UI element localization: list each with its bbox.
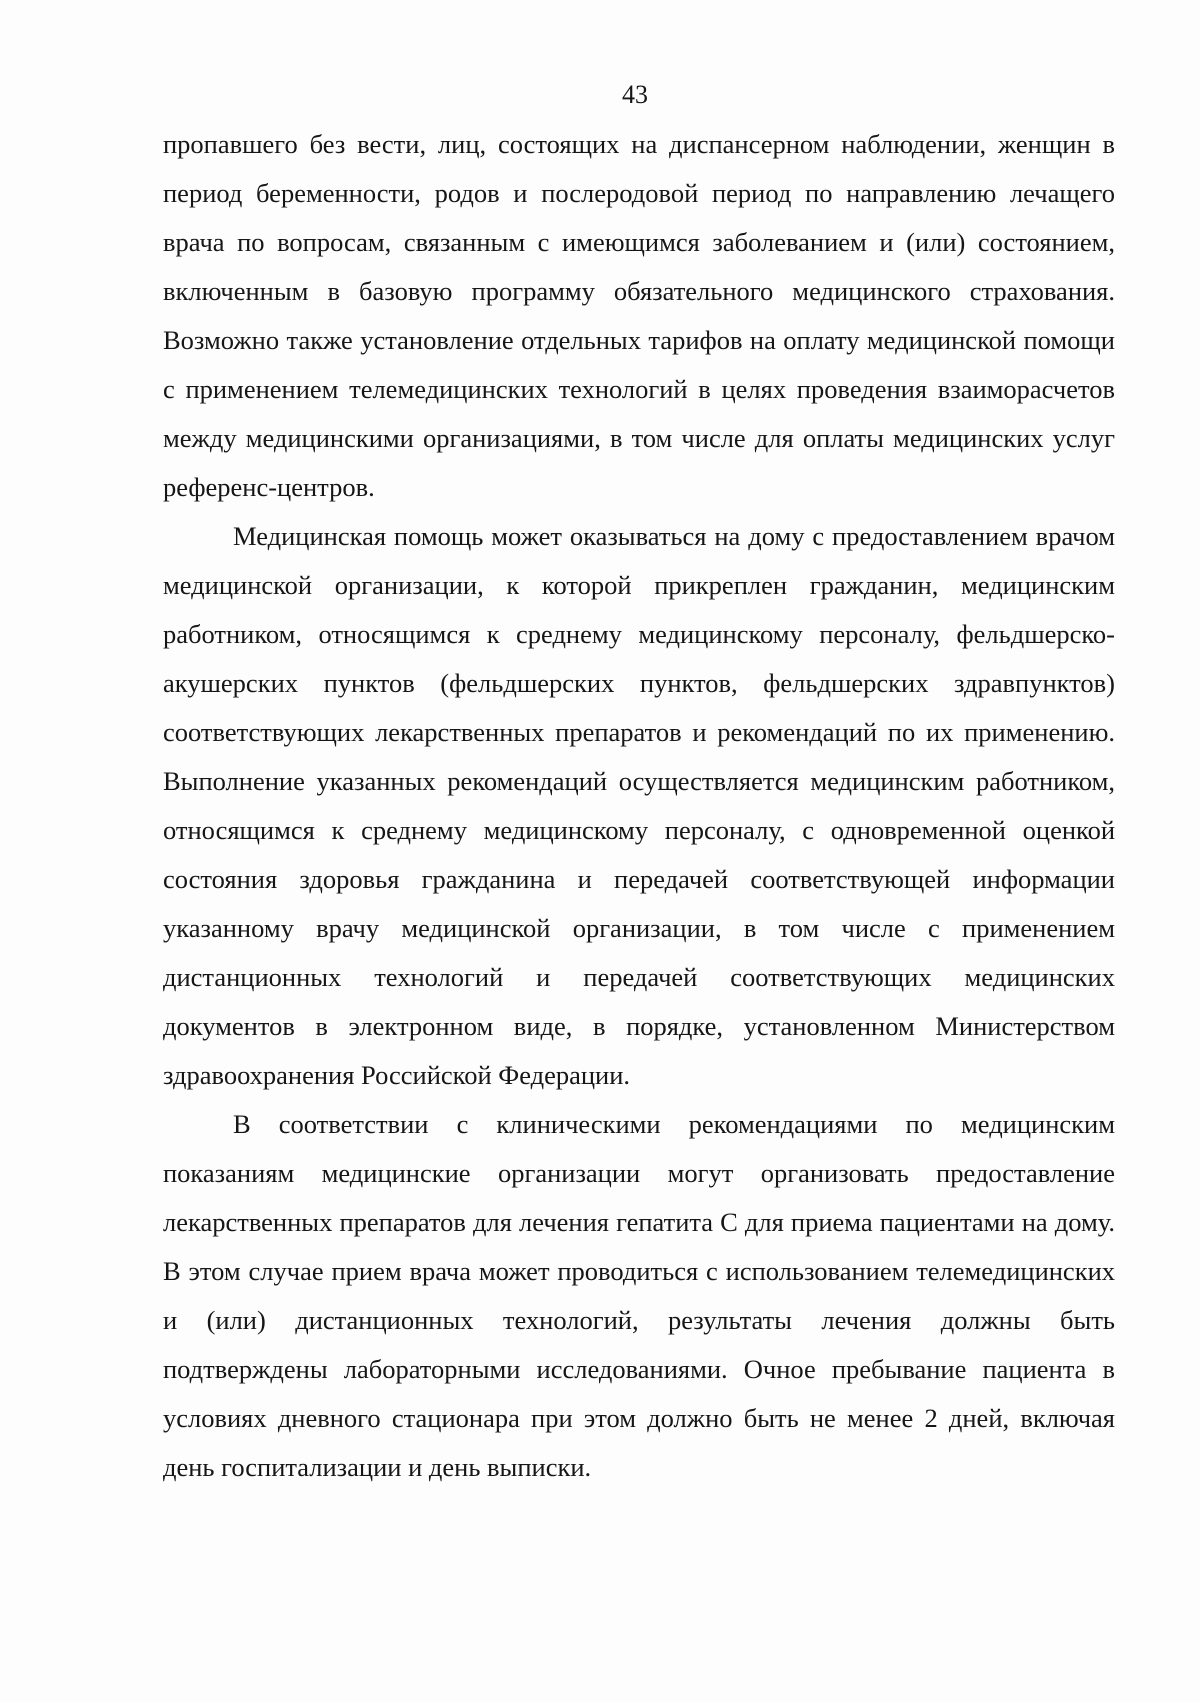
paragraph-continuation: пропавшего без вести, лиц, состоящих на диспансерном наблюдении, женщин в период беременности, родов и послеродовой период по направлению лечащего врача по вопросам, связанным с имеющимся заболеванием и (или) состоянием, включенным в базовую программу обязательного медицинского страхования. Возможно также установление отдельных тарифов на оплату медицинской помощи с применением телемедицинских технологий в целях проведения взаиморасчетов между медицинскими организациями, в том числе для оплаты медицинских услуг референс-центров. xyxy=(163,129,1115,502)
paragraph-hepatitis-c: В соответствии с клиническими рекомендациями по медицинским показаниям медицинские организации могут организовать предоставление лекарственных препаратов для лечения гепатита С для приема пациентами на дому. В этом случае прием врача может проводиться с использованием телемедицинских и (или) дистанционных технологий, результаты лечения должны быть подтверждены лабораторными исследованиями. Очное пребывание пациента в условиях дневного стационара при этом должно быть не менее 2 дней, включая день госпитализации и день выписки. xyxy=(163,1109,1115,1482)
document-body xyxy=(163,120,1115,1492)
paragraph-home-care: Медицинская помощь может оказываться на дому с предоставлением врачом медицинской организации, к которой прикреплен гражданин, медицинским работником, относящимся к среднему медицинскому персоналу, фельдшерско-акушерских пунктов (фельдшерских пунктов, фельдшерских здравпунктов) соответствующих лекарственных препаратов и рекомендаций по их применению. Выполнение указанных рекомендаций осуществляется медицинским работником, относящимся к среднему медицинскому персоналу, с одновременной оценкой состояния здоровья гражданина и передачей соответствующей информации указанному врачу медицинской организации, в том числе с применением дистанционных технологий и передачей соответствующих медицинских документов в электронном виде, в порядке, установленном Министерством здравоохранения Российской Федерации. xyxy=(163,521,1115,1090)
page-number: 43 xyxy=(622,80,648,109)
